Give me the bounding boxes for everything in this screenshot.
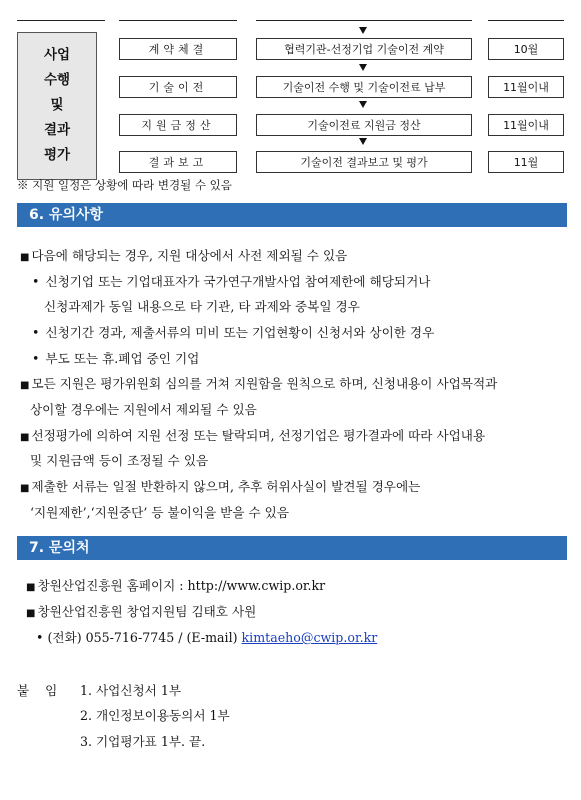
bullet-dot: • [36, 630, 44, 645]
side-label-line: 결과 [43, 122, 71, 138]
step-report: 결과보고 [119, 151, 237, 173]
notice-line: ■ 제출한 서류는 일절 반환하지 않으며, 추후 허위사실이 발견될 경우에는 [20, 476, 420, 495]
attachment-item: 2. 개인정보이용동의서 1부 [80, 708, 230, 723]
desc-transfer: 기술이전 수행 및 기술이전료 납부 [256, 76, 472, 98]
table-top-rule [17, 20, 105, 21]
contact-details [36, 627, 377, 646]
step-contract: 계약체결 [119, 38, 237, 60]
attachments-label: 붙 임 [17, 683, 64, 698]
desc-report: 기술이전 결과보고 및 평가 [256, 151, 472, 173]
arrow-down-icon [359, 64, 367, 71]
step-transfer: 기술이전 [119, 76, 237, 98]
schedule-note: ※ 지원 일정은 상황에 따라 변경될 수 있음 [17, 178, 232, 192]
side-label-line: 사업 [43, 47, 71, 63]
section-7-heading: 7. 문의처 [17, 536, 567, 560]
date-transfer: 11월이내 [488, 76, 564, 98]
table-top-rule [488, 20, 564, 21]
arrow-down-icon [359, 138, 367, 145]
notice-line-cont: 및 지원금액 등이 조정될 수 있음 [30, 453, 209, 468]
side-label-line: 수행 [43, 72, 71, 88]
notice-subline-cont: 신청과제가 동일 내용으로 타 기관, 타 과제와 중복일 경우 [44, 299, 360, 314]
desc-contract: 협력기관-선정기업 기술이전 계약 [256, 38, 472, 60]
contact-person: ■ 창원산업진흥원 창업지원팀 김태호 사원 [26, 601, 256, 620]
notice-subline: • 부도 또는 휴.폐업 중인 기업 [32, 348, 199, 367]
date-report: 11월 [488, 151, 564, 173]
desc-settlement: 기술이전료 지원금 정산 [256, 114, 472, 136]
contact-email-link[interactable]: kimtaeho@cwip.or.kr [241, 630, 378, 645]
step-settlement: 지원금정산 [119, 114, 237, 136]
arrow-down-icon [359, 101, 367, 108]
side-label-line: 및 [50, 97, 64, 113]
notice-line-cont: ‘지원제한’,‘지원중단’ 등 불이익을 받을 수 있음 [30, 505, 290, 520]
notice-subline: • 신청기간 경과, 제출서류의 미비 또는 기업현황이 신청서와 상이한 경우 [32, 322, 434, 341]
notice-line-cont: 상이할 경우에는 지원에서 제외될 수 있음 [30, 402, 257, 417]
notice-line: ■ 다음에 해당되는 경우, 지원 대상에서 사전 제외될 수 있음 [20, 245, 347, 264]
table-top-rule [256, 20, 472, 21]
notice-subline: • 신청기업 또는 기업대표자가 국가연구개발사업 참여제한에 해당되거나 [32, 271, 430, 290]
side-label-line: 평가 [43, 147, 71, 163]
contact-homepage: ■ 창원산업진흥원 홈페이지 : http://www.cwip.or.kr [26, 575, 325, 594]
table-top-rule [119, 20, 237, 21]
notice-line: ■ 선정평가에 의하여 지원 선정 또는 탈락되며, 선정기업은 평가결과에 따라 사업내용 [20, 425, 485, 444]
schedule-side-label [17, 32, 97, 180]
attachment-item: 3. 기업평가표 1부. 끝. [80, 734, 206, 749]
date-contract: 10월 [488, 38, 564, 60]
notice-line: ■ 모든 지원은 평가위원회 심의를 거쳐 지원함을 원칙으로 하며, 신청내용이 사업목적과 [20, 373, 497, 392]
date-settlement: 11월이내 [488, 114, 564, 136]
attachment-item: 1. 사업신청서 1부 [80, 683, 182, 698]
arrow-down-icon [359, 27, 367, 34]
contact-phone: (전화) 055-716-7745 / (E-mail) [47, 630, 238, 645]
section-6-heading: 6. 유의사항 [17, 203, 567, 227]
